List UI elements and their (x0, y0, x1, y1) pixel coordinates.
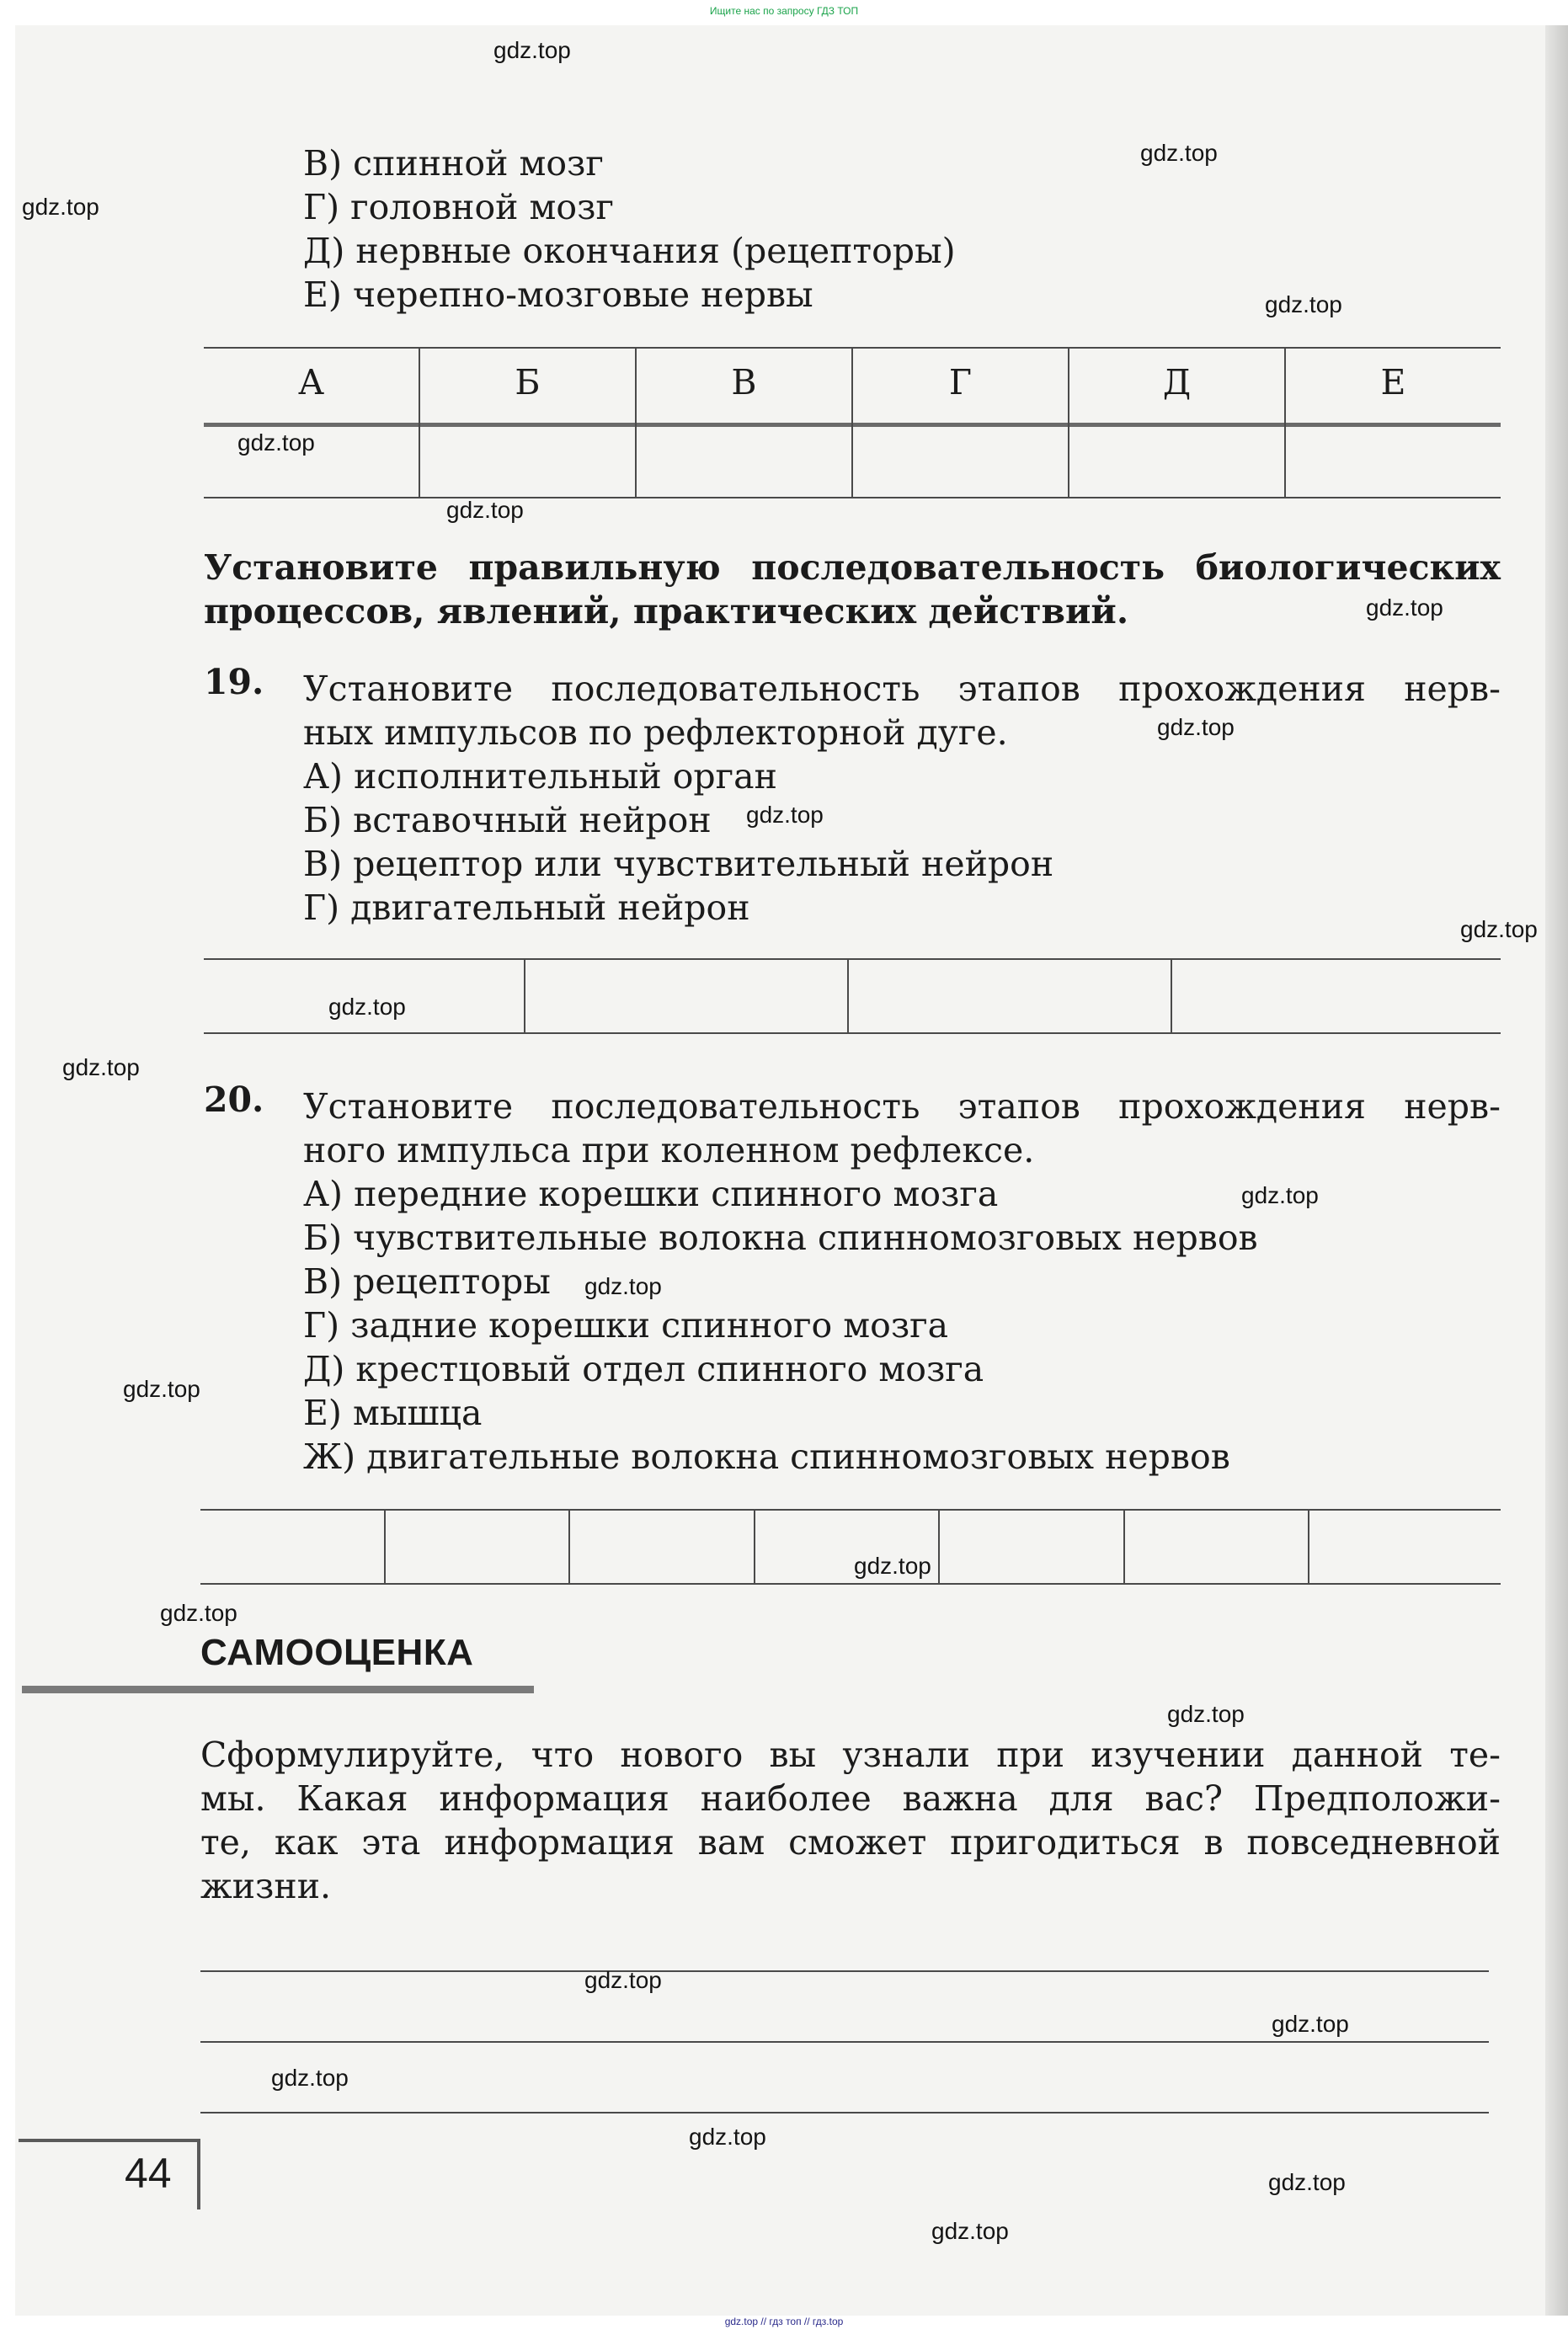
table18-header-b: Б (515, 362, 541, 402)
question-19-text-line-1: Установите последовательность этапов прохождения нерв- (303, 669, 1501, 709)
q19-option-v: В) рецептор или чувствительный нейрон (303, 844, 1054, 884)
q20-option-zh: Ж) двигательные волокна спинномозговых нервов (303, 1437, 1230, 1477)
question-19-number: 19. (204, 662, 264, 702)
watermark-text: gdz.top (22, 194, 99, 220)
table18-answer-cell[interactable] (1069, 426, 1284, 497)
q20-option-v: В) рецепторы (303, 1261, 551, 1302)
self-assessment-line-1: Сформулируйте, что нового вы узнали при изучении данной те- (200, 1735, 1501, 1775)
top-banner: Ищите нас по запросу ГДЗ ТОП (709, 5, 859, 17)
watermark-text: gdz.top (854, 1553, 931, 1579)
watermark-text: gdz.top (931, 2218, 1009, 2244)
table19-answer-cell[interactable] (525, 960, 847, 1032)
table19-answer-cell[interactable] (849, 960, 1171, 1032)
self-assessment-line-3: те, как эта информация вам сможет пригодиться в повседневной (200, 1822, 1501, 1863)
q19-option-b: Б) вставочный нейрон (303, 800, 712, 840)
question-20-text-line-1: Установите последовательность этапов прохождения нерв- (303, 1086, 1501, 1127)
q20-option-a: А) передние корешки спинного мозга (303, 1174, 999, 1214)
watermark-text: gdz.top (1366, 594, 1443, 621)
answer-writing-line[interactable] (200, 1970, 1489, 1972)
q19-option-g: Г) двигательный нейрон (303, 887, 750, 928)
table19-answer-cell[interactable] (1172, 960, 1501, 1032)
watermark-text: gdz.top (271, 2065, 349, 2091)
question-20-text-line-2: ного импульса при коленном рефлексе. (303, 1130, 1035, 1170)
self-assessment-title: САМООЦЕНКА (200, 1632, 474, 1673)
page-number-frame-top (19, 2139, 199, 2142)
q20-option-b: Б) чувствительные волокна спинномозговых нервов (303, 1218, 1258, 1258)
page-number: 44 (125, 2150, 172, 2197)
table18-header-v: В (731, 362, 757, 402)
watermark-text: gdz.top (1272, 2011, 1349, 2037)
table18-header-a: А (297, 362, 325, 402)
q18-option-d: Д) нервные окончания (рецепторы) (303, 231, 956, 271)
table18-header-g: Г (948, 362, 973, 402)
answer-writing-line[interactable] (200, 2041, 1489, 2043)
watermark-text: gdz.top (160, 1600, 237, 1626)
table18-header-d: Д (1162, 362, 1192, 402)
table20-answer-cell[interactable] (386, 1511, 568, 1583)
table20-answer-cell[interactable] (1309, 1511, 1501, 1583)
q18-option-v: В) спинной мозг (303, 143, 604, 184)
watermark-text: gdz.top (1157, 714, 1235, 740)
watermark-text: gdz.top (237, 429, 315, 456)
table18-answer-cell[interactable] (420, 426, 635, 497)
self-assessment-line-2: мы. Какая информация наиболее важна для вас? Предположи- (200, 1778, 1501, 1819)
q20-option-e: Е) мышца (303, 1393, 483, 1433)
page-edge-shadow (1545, 25, 1568, 2316)
table18-header-e: Е (1380, 362, 1406, 402)
page-number-frame-side (197, 2139, 200, 2209)
watermark-text: gdz.top (328, 994, 406, 1020)
q18-option-g: Г) головной мозг (303, 187, 614, 227)
watermark-text: gdz.top (584, 1967, 662, 1993)
table20-answer-cell[interactable] (940, 1511, 1123, 1583)
bottom-banner: gdz.top // гдз топ // гдз.top (724, 2316, 844, 2327)
watermark-text: gdz.top (584, 1273, 662, 1299)
question-19-text-line-2: ных импульсов по рефлекторной дуге. (303, 712, 1008, 753)
instruction-line-2: процессов, явлений, практических действий. (204, 591, 1129, 632)
table20-answer-cell[interactable] (1125, 1511, 1308, 1583)
watermark-text: gdz.top (1241, 1182, 1319, 1208)
watermark-text: gdz.top (746, 802, 824, 828)
answer-writing-line[interactable] (200, 2112, 1489, 2113)
q20-option-g: Г) задние корешки спинного мозга (303, 1305, 949, 1346)
self-assessment-underline (22, 1686, 534, 1693)
q20-option-d: Д) крестцовый отдел спинного мозга (303, 1349, 984, 1389)
watermark-text: gdz.top (446, 497, 524, 523)
watermark-text: gdz.top (1268, 2169, 1346, 2195)
watermark-text: gdz.top (1265, 291, 1342, 317)
table18-answer-cell[interactable] (637, 426, 851, 497)
self-assessment-line-4: жизни. (200, 1866, 332, 1906)
instruction-line-1: Установите правильную последовательность биологических (204, 547, 1501, 588)
table18-answer-cell[interactable] (853, 426, 1068, 497)
question-20-number: 20. (204, 1079, 264, 1120)
watermark-text: gdz.top (62, 1054, 140, 1080)
table20-answer-cell[interactable] (200, 1511, 384, 1583)
watermark-text: gdz.top (1140, 140, 1218, 166)
q18-option-e: Е) черепно-мозговые нервы (303, 275, 813, 315)
table18-answer-cell[interactable] (1286, 426, 1501, 497)
watermark-text: gdz.top (123, 1376, 200, 1402)
watermark-text: gdz.top (689, 2124, 766, 2150)
watermark-text: gdz.top (493, 37, 571, 63)
watermark-text: gdz.top (1167, 1701, 1245, 1727)
watermark-text: gdz.top (1460, 916, 1538, 942)
q19-option-a: А) исполнительный орган (303, 756, 777, 797)
table20-answer-cell[interactable] (570, 1511, 754, 1583)
